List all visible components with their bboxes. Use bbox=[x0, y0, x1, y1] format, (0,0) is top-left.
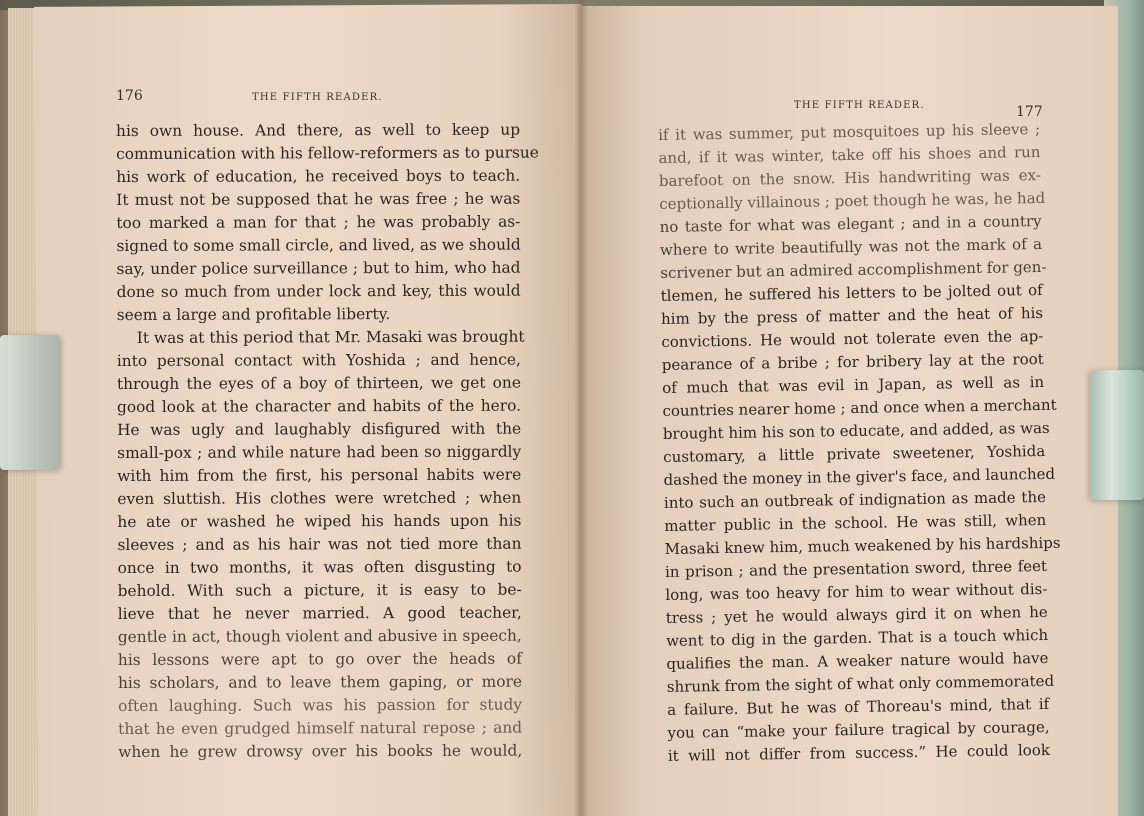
left-page-number: 176 bbox=[116, 88, 143, 104]
right-running-head: THE FIFTH READER. bbox=[794, 100, 925, 111]
text-line: even sluttish. His clothes were wretched ; when bbox=[117, 488, 522, 508]
text-line: lieve that he never married. A good teacher, bbox=[117, 603, 522, 623]
text-line: where to write beautifully was not the mark of a bbox=[659, 234, 1043, 259]
text-line: through the eyes of a boy of thirteen, we get one bbox=[116, 373, 521, 393]
text-line: scrivener but an admired accomplishment for gen- bbox=[660, 257, 1047, 282]
text-line: no taste for what was elegant ; and in a country bbox=[659, 211, 1042, 236]
text-line: of much that was evil in Japan, as well as in bbox=[662, 372, 1045, 397]
right-page-text bbox=[658, 118, 1061, 768]
text-line: long, was too heavy for him to wear without dis- bbox=[665, 579, 1048, 604]
left-page-clip bbox=[0, 335, 60, 470]
text-line: behold. With such a picture, it is easy to be- bbox=[117, 580, 522, 600]
text-line: customary, a little private sweetener, Yoshida bbox=[663, 441, 1046, 466]
text-line: it will not differ from success.” He could look bbox=[667, 740, 1051, 765]
text-line: countries nearer home ; and once when a merchant bbox=[662, 395, 1057, 420]
text-line: his own house. And there, as well to keep up bbox=[116, 120, 521, 140]
text-line: qualifies the man. A weaker nature would have bbox=[666, 648, 1049, 673]
text-line: tlemen, he suffered his letters to be jolted out of bbox=[660, 280, 1043, 305]
text-line: done so much from under lock and key, this would bbox=[116, 281, 521, 301]
text-line: gentle in act, though violent and abusive in speech, bbox=[117, 626, 522, 646]
text-line: Masaki knew him, much weakened by his hardships bbox=[664, 533, 1061, 558]
text-line: with him from the first, his personal habits were bbox=[117, 465, 522, 485]
text-line: dashed the money in the giver's face, and launched bbox=[663, 464, 1056, 489]
paragraph-start-line: It was at this period that Mr. Masaki was brought bbox=[136, 327, 525, 347]
left-running-head: THE FIFTH READER. bbox=[252, 92, 383, 103]
text-line: once in two months, it was often disgusting to bbox=[117, 557, 522, 577]
text-line: small-pox ; and while nature had been so niggardly bbox=[117, 442, 522, 462]
text-line: his scholars, and to leave them gaping, or more bbox=[117, 672, 522, 692]
book-gutter bbox=[574, 0, 588, 816]
text-line: sleeves ; and as his hair was not tied more than bbox=[117, 534, 522, 554]
text-line: in prison ; and the presentation sword, three feet bbox=[664, 556, 1048, 581]
text-line: ceptionally villainous ; poet though he was, he had bbox=[659, 188, 1046, 213]
text-line: say, under police surveillance ; but to him, who had bbox=[116, 258, 521, 278]
text-line: and, if it was winter, take off his shoes and run bbox=[658, 142, 1041, 167]
text-line: you can “make your failure tragical by courage, bbox=[667, 717, 1050, 742]
text-line: brought him his son to educate, and added, as was bbox=[662, 418, 1050, 443]
text-line: shrunk from the sight of what only commemorated bbox=[666, 671, 1055, 696]
text-line: a failure. But he was of Thoreau's mind, that if bbox=[667, 694, 1050, 719]
text-line: pearance of a bribe ; for bribery lay at the root bbox=[661, 349, 1044, 374]
text-line: communication with his fellow-reformers as to pursue bbox=[116, 143, 539, 163]
text-line: convictions. He would not tolerate even the ap- bbox=[661, 326, 1044, 351]
text-line: into personal contact with Yoshida ; and hence, bbox=[116, 350, 521, 370]
left-page-text bbox=[116, 119, 539, 764]
right-page-number: 177 bbox=[1016, 104, 1043, 120]
text-line: too marked a man for that ; he was probably as- bbox=[116, 212, 521, 232]
text-line: It must not be supposed that he was free ; he was bbox=[116, 189, 521, 209]
text-line: He was ugly and laughably disfigured with the bbox=[117, 419, 522, 439]
text-line: matter public in the school. He was still, when bbox=[664, 510, 1047, 535]
text-line: seem a large and profitable liberty. bbox=[116, 305, 391, 324]
right-page-clip bbox=[1090, 370, 1144, 500]
text-line: barefoot on the snow. His handwriting was ex- bbox=[658, 165, 1041, 190]
text-line: if it was summer, put mosquitoes up his sleeve ; bbox=[658, 119, 1041, 144]
text-line: signed to some small circle, and lived, as we should bbox=[116, 235, 521, 255]
text-line: into such an outbreak of indignation as made the bbox=[663, 487, 1047, 512]
text-line: often laughing. Such was his passion for study bbox=[118, 695, 523, 715]
text-line: went to dig in the garden. That is a touch which bbox=[665, 625, 1049, 650]
text-line: good look at the character and habits of the hero. bbox=[116, 396, 522, 416]
text-line: him by the press of matter and the heat of his bbox=[660, 303, 1044, 328]
text-line: when he grew drowsy over his books he would, bbox=[118, 741, 523, 761]
text-line: his lessons were apt to go over the heads of bbox=[117, 649, 522, 669]
text-line: tress ; yet he would always gird it on when he bbox=[665, 602, 1048, 627]
text-line: his work of education, he received boys to teach. bbox=[116, 166, 521, 186]
text-line: that he even grudged himself natural repose ; and bbox=[118, 718, 523, 738]
text-line: he ate or washed he wiped his hands upon his bbox=[117, 511, 522, 531]
